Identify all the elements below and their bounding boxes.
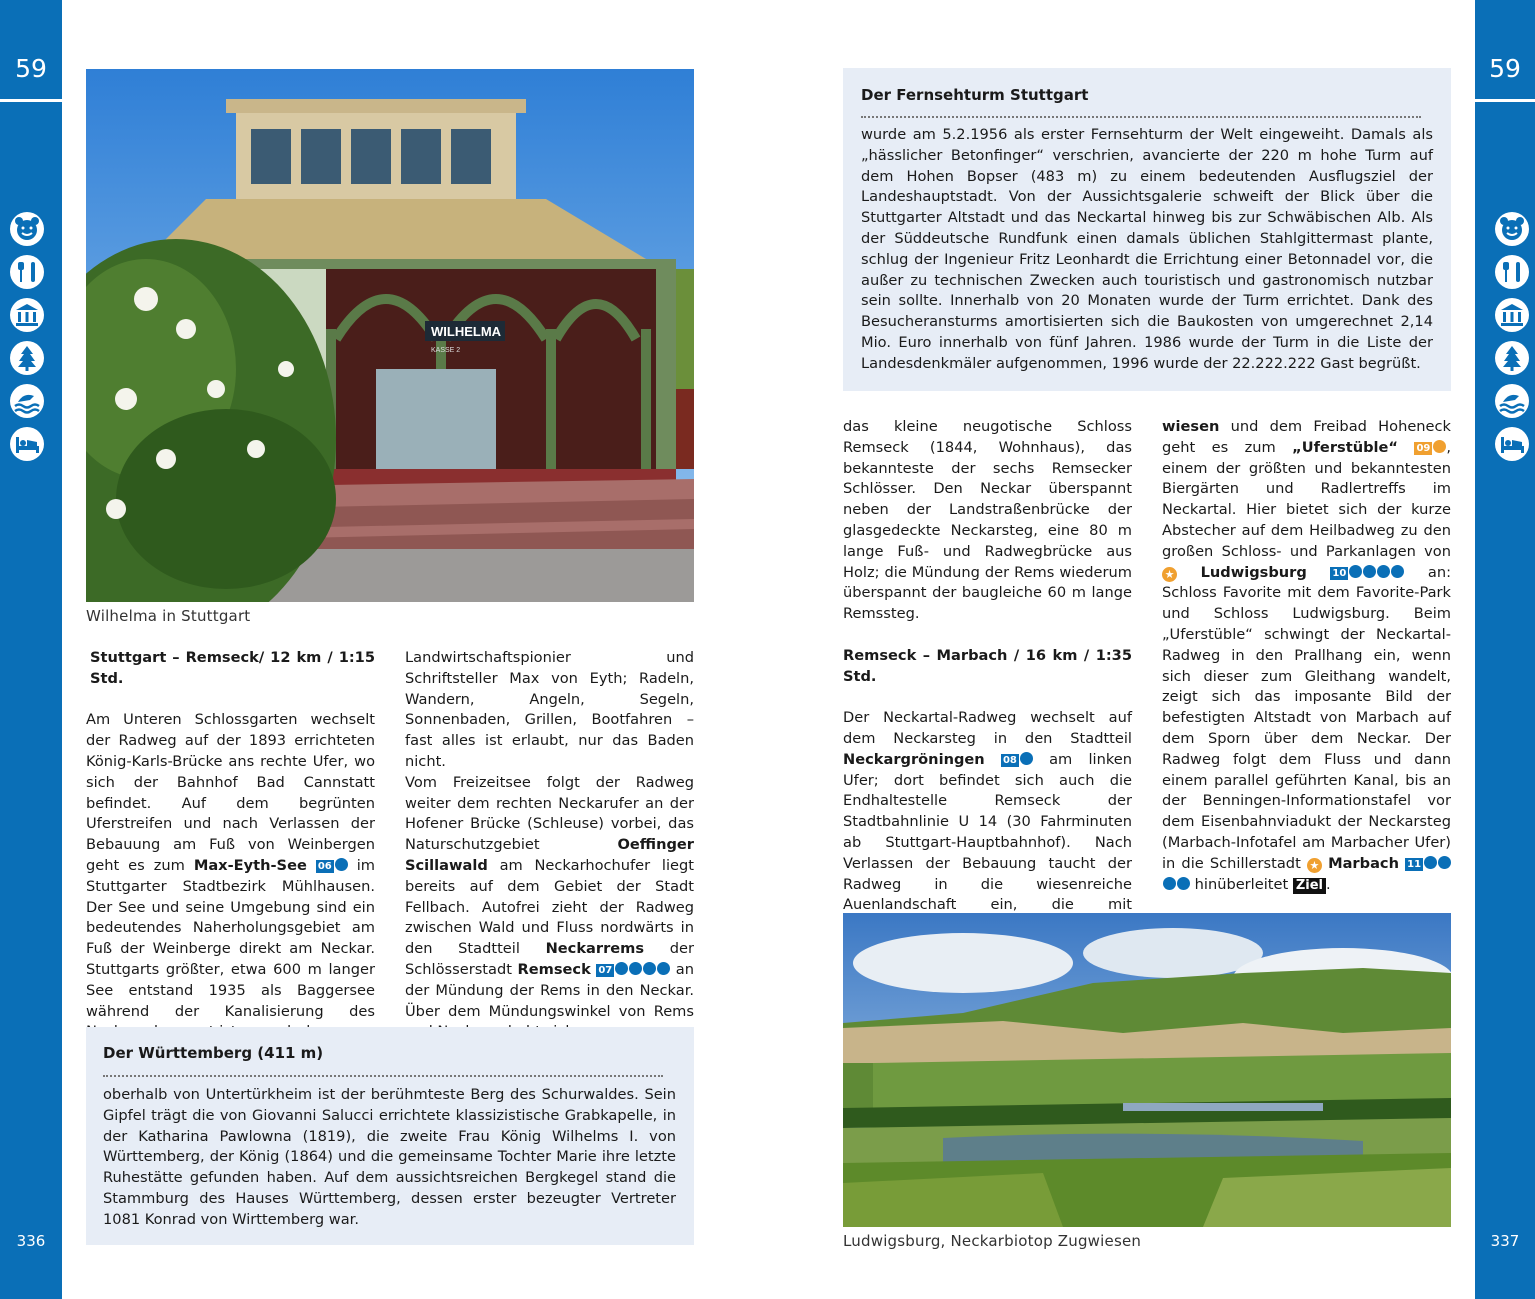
accommodation-icon <box>1177 877 1190 890</box>
museum-icon <box>629 962 642 975</box>
left-sidebar <box>0 0 62 1299</box>
body-paragraph: das kleine neugotische Schloss Remseck (1844, Wohnhaus), das bekannteste der sechs Remsecker Schlösser. Den Neckar überspannt neben der Landstraßenbrücke der glasgedeckte Neckarsteg, eine 80 m lange Fuß- und Radwegbrücke aus Holz; die Mündung der Rems wiederum überspannt der baugleiche 60 m lange Remssteg. <box>843 418 1132 623</box>
dotted-divider <box>861 116 1421 118</box>
right-sidebar <box>1475 0 1535 1299</box>
page-number: 337 <box>1490 1232 1520 1250</box>
photo-caption: Wilhelma in Stuttgart <box>86 607 251 625</box>
destination-badge: Ziel <box>1293 878 1326 894</box>
family-icon <box>1495 212 1529 246</box>
section-heading: Stuttgart – Remseck/ 12 km / 1:15 Std. <box>90 649 375 687</box>
accommodation-icon <box>657 962 670 975</box>
nature-icon <box>1495 341 1529 375</box>
photo-caption: Ludwigsburg, Neckarbiotop Zugwiesen <box>843 1232 1142 1250</box>
info-box-text: oberhalb von Untertürkheim ist der berühmteste Berg des Schurwaldes. Sein Gipfel trägt die von Giovanni Salucci errichtete klassizistische Grabkapelle, in der Katharina Pawlowna (1819), die zweite Frau König Wilhelms I. von Württemberg, der König (1864) und die gemeinsame Tochter Marie ihre letzte Ruhestätte gefunden haben. Auf dem aussichtsreichen Bergkegel stand die Stammburg des Hauses Württemberg, dessen erster bezeugter Vertreter 1081 Konrad von Wirttemberg war. <box>103 1086 676 1228</box>
body-paragraph: wiesen und dem Freibad Hoheneck geht es zum „Uferstüble“ 09 , einem der größten und bekanntesten Biergärten und Radlertreffs im Neckartal. Hier bietet sich der kurze Abstecher auf dem Heilbadweg zu den großen Schloss- und Parkanlagen von ★ Ludwigsburg 10 an: Schloss Favorite mit dem Favorite-Park und Schloss Ludwigsburg. Beim „Uferstüble“ schwingt der Neckartal-Radweg in den Prallhang ein, wenn sich dieser zum Gleithang wandelt, zeigt sich das imposante Bild der befestigten Altstadt von Marbach auf dem Sporn über dem Neckar. Der Radweg folgt dem Fluss und dann einem parallel geführten Kanal, bis an der Benningen-Informationstafel vor dem Eisenbahnviadukt der Neckarsteg (Marbach-Infotafel am Marbacher Ufer) in die Schillerstadt ★ Marbach 11 hinüberleitet Ziel . <box>1162 418 1451 893</box>
category-icons <box>1495 212 1529 470</box>
museum-icon <box>1438 856 1451 869</box>
body-paragraph: Am Unteren Schlossgarten wechselt der Radweg auf der 1893 errichteten König-Karls-Brücke ans rechte Ufer, wo sich der Bahnhof Bad Cannstatt befindet. Auf dem begrünten Uferstreifen und nach Verlassen der Bebauung am Fuß von Weinbergen geht es zum Max-Eyth-See 06 im Stuttgarter Stadtbezirk Mühlhausen. Der See und seine Umgebung sind ein bedeutendes Naherholungsgebiet am Fuß der Weinberge direkt am Neckar. Stuttgarts größter, etwa 600 m langer See entstand 1935 als Baggersee während der Kanalisierung des <box>86 711 375 1020</box>
restaurant-icon <box>1424 856 1437 869</box>
museum-icon <box>1495 298 1529 332</box>
accommodation-icon <box>1391 565 1404 578</box>
nature-icon <box>10 341 44 375</box>
poi-badge: 08 <box>1002 754 1017 766</box>
poi-badge: 09 <box>1416 442 1431 454</box>
restaurant-icon <box>1349 565 1362 578</box>
wilhelma-photo <box>86 69 694 602</box>
neckar-landscape-photo <box>843 913 1451 1227</box>
info-box-text: wurde am 5.2.1956 als erster Fernsehturm der Welt eingeweiht. Damals als „hässlicher Betonfinger“ verschrien, avancierte der 220 m hohe Turm auf dem Hohen Bopser (483 m) zu einem bedeutenden Ausflugsziel der Landeshauptstadt. Von der Aussichtsgalerie schweift der Blick über die Stuttgarter Altstadt und das Neckartal hinweg bis zur Schwäbischen Alb. Als der Süddeutsche Rundfunk einen damals üblichen Stahlgittermast plante, schlug der Ingenieur Fritz Leonhardt die Errichtung einer Betonnadel vor, die außer zu technischen Zwecken auch touristisch und gastronomisch nutzbar sein sollte. Innerhalb von 20 Monaten wurde der Turm errichtet. Dank des Besucheransturms amortisierten sich die Baukosten von umgerechnet 2,14 Mio. Euro innerhalb von fünf Jahren. 1986 wurde der Turm in die Liste der Landesdenkmäler aufgenommen, 1996 wurde der 22.222.222 Gast begrüßt. <box>861 126 1433 372</box>
star-icon: ★ <box>1162 567 1177 582</box>
museum-icon <box>1363 565 1376 578</box>
right-column-2 <box>1162 417 1451 895</box>
poi-badge: 07 <box>598 964 613 976</box>
restaurant-icon <box>1020 752 1033 765</box>
info-box-fernsehturm <box>843 68 1451 391</box>
swimming-icon <box>10 384 44 418</box>
ticket-sign: KASSE 2 <box>431 347 461 354</box>
restaurant-icon <box>615 962 628 975</box>
dotted-divider <box>103 1075 663 1077</box>
right-column-1 <box>843 417 1132 979</box>
nature-icon <box>1163 877 1176 890</box>
tour-number-rule <box>0 99 62 102</box>
restaurant-icon <box>1433 440 1446 453</box>
restaurant-icon <box>1495 255 1529 289</box>
restaurant-icon <box>10 255 44 289</box>
museum-icon <box>10 298 44 332</box>
wilhelma-sign: WILHELMA <box>431 324 502 339</box>
tour-number-rule <box>1475 99 1535 102</box>
page-number: 336 <box>16 1232 46 1250</box>
swimming-icon <box>1495 384 1529 418</box>
category-icons <box>10 212 44 470</box>
info-box-heading: Der Fernsehturm Stuttgart <box>861 86 1089 104</box>
body-paragraph: Der Neckartal-Radweg wechselt auf dem Neckarsteg in den Stadtteil Neckargröningen 08 am linken Ufer; dort befindet sich auch die Endhaltestelle Remseck der Stadtbahnlinie U 14 (30 Fahrminuten ab Stuttgart-Hauptbahnhof). Nach Verlassen der Bebauung taucht der Radweg in die wiesenreiche Auenlandschaft ein, die mit <box>843 709 1132 914</box>
tour-number: 59 <box>15 54 47 83</box>
poi-badge: 11 <box>1407 858 1422 870</box>
accommodation-icon <box>1495 427 1529 461</box>
family-icon <box>10 212 44 246</box>
star-icon: ★ <box>1307 858 1322 873</box>
info-box-wuerttemberg <box>86 1027 694 1245</box>
nature-icon <box>335 858 348 871</box>
left-column-1 <box>86 648 375 1043</box>
nature-icon <box>1377 565 1390 578</box>
poi-badge: 06 <box>317 860 332 872</box>
tour-number: 59 <box>1489 54 1521 83</box>
nature-icon <box>643 962 656 975</box>
body-paragraph: Vom Freizeitsee folgt der Radweg weiter dem rechten Neckarufer an der Hofener Brücke (Schleuse) vorbei, das Naturschutzgebiet Oeffinger Scillawald am Neckarhochufer liegt bereits auf dem Gebiet der Stadt Fellbach. Autofrei zieht der Radweg zwischen Wald und Fluss nordwärts in den Stadtteil Neckarrems der Schlösserstadt Remseck 07 an der Mündung der Rems in den Neckar. Über dem Mündungswinkel von Rems <box>405 773 694 1020</box>
left-column-2 <box>405 648 694 1043</box>
info-box-heading: Der Württemberg (411 m) <box>103 1044 324 1062</box>
accommodation-icon <box>10 427 44 461</box>
section-heading: Remseck – Marbach / 16 km / 1:35 Std. <box>843 646 1132 685</box>
poi-badge: 10 <box>1332 567 1347 579</box>
body-paragraph: Landwirtschaftspionier und Schriftsteller Max von Eyth; Radeln, Wandern, Angeln, Segeln, Sonnenbaden, Grillen, Bootfahren – fast alles ist erlaubt, nur das Baden nicht. <box>405 649 694 770</box>
